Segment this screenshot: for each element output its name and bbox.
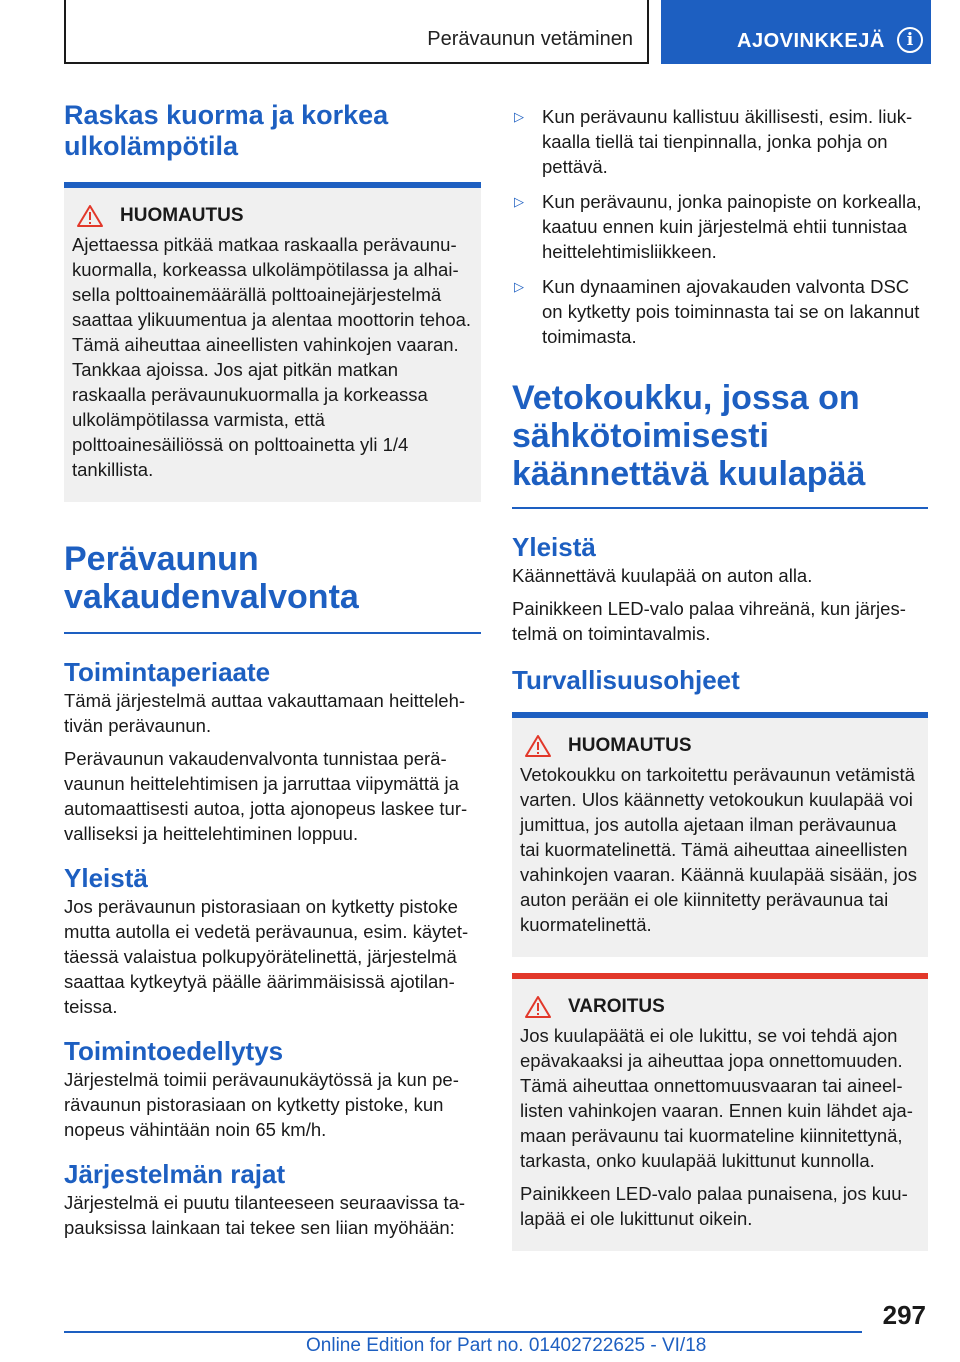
condition-heading: Toimintoedellytys [64, 1036, 284, 1066]
list-item: ▷ Kun perävaunu kallistuu äkillisesti, esim. liukkaalla tiellä tai tienpinnalla, jonka pohja on pettävä. [514, 106, 913, 177]
warning-triangle-icon [76, 204, 104, 228]
triangle-bullet-icon: ▷ [514, 279, 524, 294]
notice-title [520, 734, 920, 758]
warning-text-2: Painikkeen LED-valo palaa punaisena, jos kuulapää ei ole lukittunut oikein. [520, 1183, 908, 1229]
notice-title-text: HUOMAUTUS [120, 205, 244, 226]
chapter-title: AJOVINKKEJÄ [737, 30, 885, 52]
section-tab [64, 0, 649, 64]
condition-paragraph: Järjestelmä toimii perävaunukäytössä ja kun perävaunun pistorasiaan on kytketty pistoke, kun nopeus vähintään noin 65 km/h. [64, 1069, 459, 1140]
principle-paragraph-1: Tämä järjestelmä auttaa vakauttamaan heittelehtivän perävaunun. [64, 690, 466, 736]
warning-title-text: VAROITUS [568, 996, 665, 1017]
notice-box [64, 182, 481, 502]
stability-heading: Perävaunun vakaudenvalvonta [64, 540, 359, 616]
general-paragraph-1: Käännettävä kuulapää on auton alla. [512, 565, 813, 586]
warning-text-1: Jos kuulapäätä ei ole lukittu, se voi tehdä ajon epävakaaksi ja aiheuttaa jopa onnettomuuden. Tämä aiheuttaa onnettomuusvaaran tai aineellisten vahinkojen vaaran. Ennen kuin lähdet ajamaan perävaunu tai kuormateline kiinnitettynä, tarkasta, onko kuulapää lukittunut kunnolla. [520, 1025, 913, 1171]
notice-title [72, 204, 473, 228]
triangle-bullet-icon: ▷ [514, 194, 524, 209]
left-column [64, 100, 481, 1240]
warning-triangle-icon [524, 734, 552, 758]
principle-paragraph-2: Perävaunun vakaudenvalvonta tunnistaa perävaunun heittelehtimisen ja jarruttaa viipymättä ja automaattisesti autoa, jotta ajonopeus laskee turvalliseksi ja heittelehtiminen loppuu. [64, 748, 468, 844]
right-column [512, 104, 928, 1251]
edition-text: Online Edition for Part no. 01402722625 - VI/18 [306, 1335, 707, 1356]
general-heading: Yleistä [64, 863, 148, 893]
notice-box [512, 712, 928, 957]
notice-title-text: HUOMAUTUS [568, 735, 692, 756]
triangle-bullet-icon: ▷ [514, 109, 524, 124]
heavy-load-heading: Raskas kuorma ja korkea ulkolämpötila [64, 100, 389, 161]
notice-text: Ajettaessa pitkää matkaa raskaalla perävaunukuormalla, korkeassa ulkolämpötilassa ja alhaisella polttoainemäärällä polttoainejärjestelmä saattaa ylikuumentua ja alentaa moottorin tehoa. Tämä aiheuttaa aineellisten vahinkojen vaaran. Tankkaa ajoissa. Jos ajat pitkän matkan raskaalla perävaunukuormalla ja korkeassa ulkolämpötilassa varmista, että polttoainesäiliössä on polttoainetta yli 1/4 tankillista. [72, 234, 472, 480]
safety-heading: Turvallisuusohjeet [512, 665, 740, 695]
limits-list [512, 104, 928, 349]
limits-heading: Järjestelmän rajat [64, 1159, 286, 1189]
general-heading-right: Yleistä [512, 532, 596, 562]
chapter-tab [661, 0, 931, 64]
warning-title [520, 995, 920, 1019]
heading-rule [64, 632, 481, 634]
footer-rule [64, 1331, 862, 1333]
notice-text: Vetokoukku on tarkoitettu perävaunun vetämistä varten. Ulos käännetty vetokoukun kuulapää voi jumittua, jos autolla ajetaan ilman perävaunua tai kuormatelinettä. Tämä aiheuttaa aineellisten vahinkojen vaaran. Käännä kuulapää sisään, jos auton perään ei ole kiinnitetty perävaunua tai kuormatelinettä. [520, 764, 918, 935]
general-paragraph: Jos perävaunun pistorasiaan on kytketty pistoke mutta autolla ei vedetä perävaunua, esim. käytettäessä valaistua polkupyörätelinettä, järjestelmä saattaa kytkeytyä päälle äärimmäisissä ajotilanteissa. [64, 896, 469, 1017]
general-paragraph-2: Painikkeen LED-valo palaa vihreänä, kun järjestelmä on toimintavalmis. [512, 598, 906, 644]
page-number: 297 [882, 1300, 926, 1330]
info-circle-icon: i [897, 27, 923, 53]
warning-triangle-icon [524, 995, 552, 1019]
warning-box [512, 973, 928, 1251]
limits-paragraph: Järjestelmä ei puutu tilanteeseen seuraavissa tapauksissa lainkaan tai tekee sen liian myöhään: [64, 1192, 466, 1238]
section-title: Perävaunun vetäminen [427, 28, 633, 50]
towbar-heading: Vetokoukku, jossa on sähkötoimisesti käännettävä kuulapää [512, 379, 866, 493]
list-item: ▷ Kun dynaaminen ajovakauden valvonta DSC on kytketty pois toiminnasta tai se on lakannut toimimasta. [514, 276, 920, 347]
heading-rule [512, 507, 928, 509]
page-header [0, 0, 960, 66]
principle-heading: Toimintaperiaate [64, 657, 271, 687]
list-item: ▷ Kun perävaunu, jonka painopiste on korkealla, kaatuu ennen kuin järjestelmä ehtii tunnistaa heittelehtimisliikkeen. [514, 191, 922, 262]
